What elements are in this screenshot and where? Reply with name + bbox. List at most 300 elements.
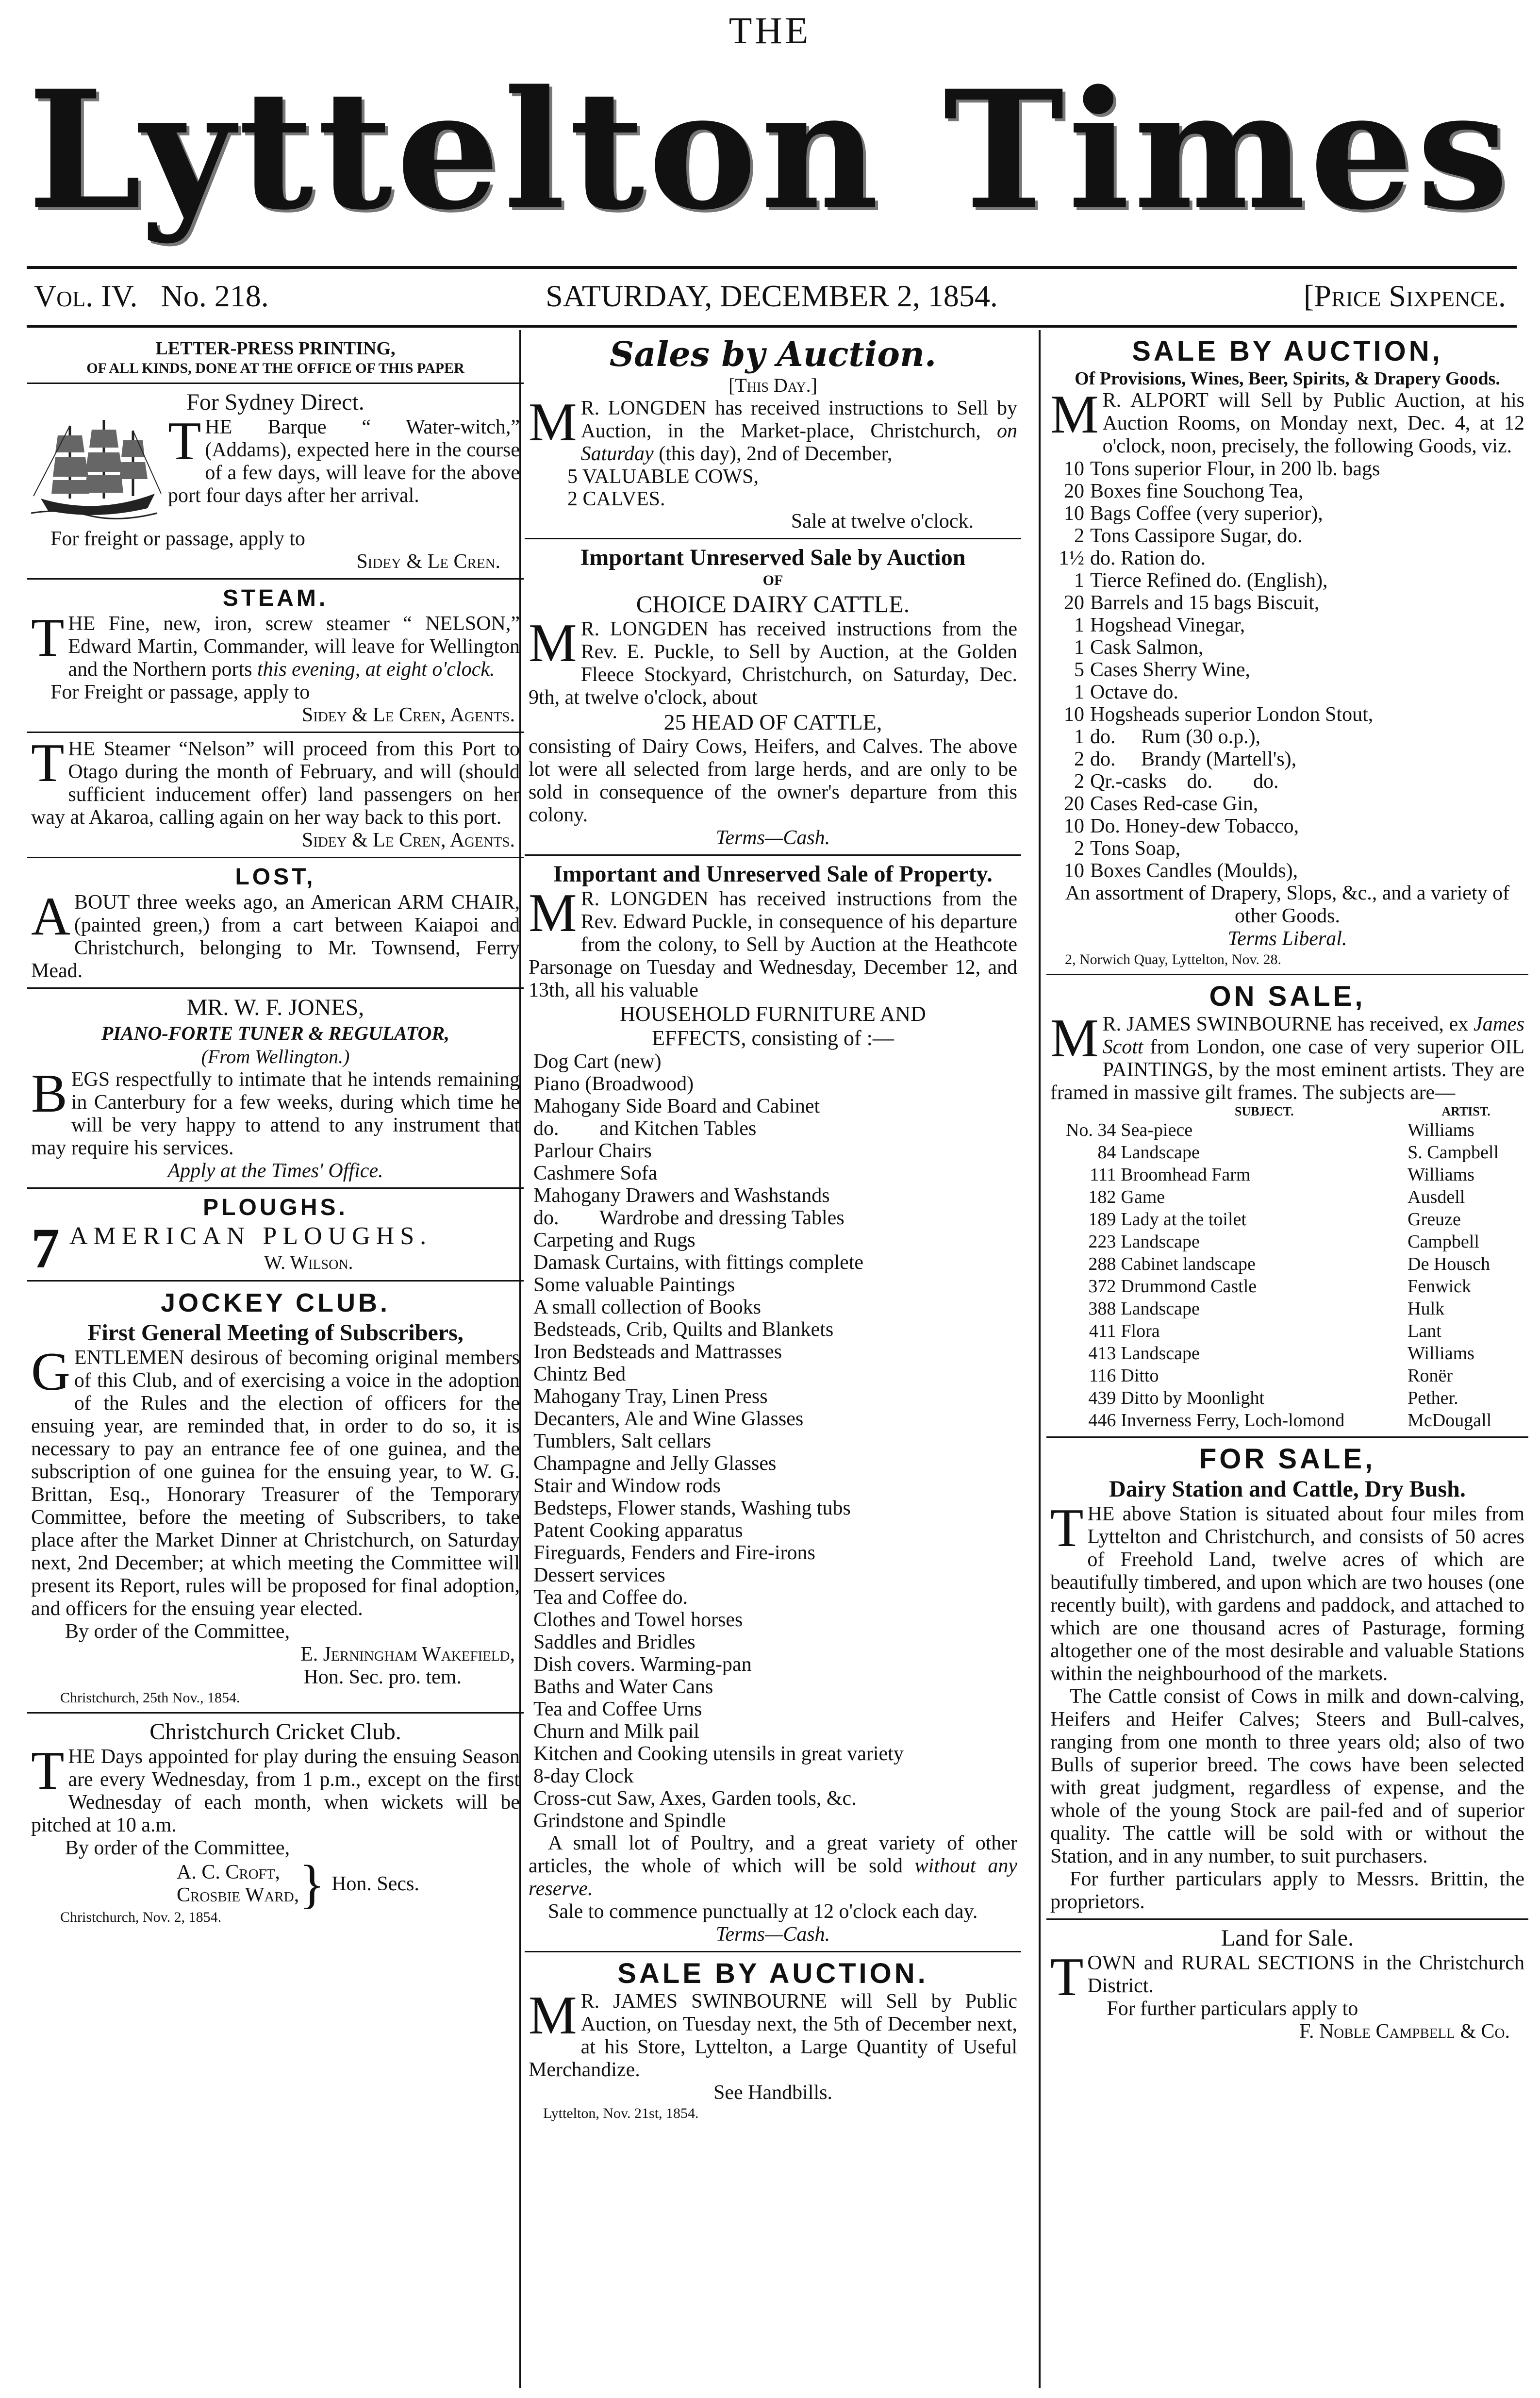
- list-item: [1050, 726, 1524, 748]
- painting-subject: Lady at the toilet: [1121, 1209, 1246, 1230]
- painting-artist: De Housch: [1408, 1254, 1490, 1274]
- alport-body: R. ALPORT will Sell by Public Auction, at his Auction Rooms, on Monday next, Dec. 4, at 12 o'clock, noon, precisely, the following Goods, viz.: [1102, 389, 1524, 457]
- list-item: Some valuable Paintings: [533, 1274, 735, 1296]
- jones-from: (From Wellington.): [201, 1046, 350, 1067]
- dairy-heading: Important Unreserved Sale by Auction: [580, 545, 966, 570]
- item-description: do. Ration do.: [1090, 547, 1206, 569]
- jones-apply: Apply at the Times' Office.: [167, 1160, 383, 1182]
- steam-advert: [24, 584, 527, 727]
- list-item: Baths and Water Cans: [533, 1676, 713, 1698]
- volume: Vol. IV.: [34, 279, 138, 313]
- this-day: [This Day.]: [729, 374, 817, 396]
- list-item: [1050, 547, 1524, 569]
- list-item: [1050, 703, 1524, 726]
- divider: [27, 1712, 524, 1714]
- dairy-lot: 25 HEAD OF CATTLE,: [663, 710, 882, 734]
- column-1: [24, 335, 527, 2388]
- onsale-advert: [1043, 980, 1531, 1432]
- column-2: [522, 335, 1024, 2388]
- divider: [1046, 974, 1528, 975]
- list-item: 5 VALUABLE COWS,: [567, 466, 759, 488]
- ploughs-text: AMERICAN PLOUGHS.: [69, 1222, 432, 1250]
- divider: [27, 857, 524, 858]
- painting-subject: Flora: [1121, 1321, 1160, 1341]
- onsale-ship: James Scott: [1102, 1013, 1525, 1058]
- table-row: [1050, 1298, 1524, 1320]
- list-item: Dessert services: [533, 1564, 665, 1586]
- painting-artist: Lant: [1408, 1321, 1441, 1341]
- table-row: [1050, 1208, 1524, 1231]
- drop-cap: T: [31, 733, 65, 793]
- property-poultry: A small lot of Poultry, and a great variety of other articles, the whole of which will be sold: [529, 1832, 1017, 1877]
- dairy-body: R. LONGDEN has received instructions from the Rev. E. Puckle, to Sell by Auction, at the Golden Fleece Stockyard, Christchurch, on Saturday, Dec. 9th, at twelve o'clock, about: [529, 618, 1017, 709]
- list-item: Piano (Broadwood): [533, 1073, 694, 1095]
- alport-goods-list: [1050, 458, 1524, 882]
- volume-number: [34, 277, 269, 316]
- list-item: Kitchen and Cooking utensils in great variety: [533, 1743, 904, 1765]
- drop-cap: M: [529, 613, 577, 673]
- divider: [27, 578, 524, 580]
- alport-date: 2, Norwich Quay, Lyttelton, Nov. 28.: [1065, 951, 1282, 967]
- drop-cap: T: [31, 608, 65, 668]
- nelson-advert: [24, 733, 527, 852]
- table-row: [1050, 1387, 1524, 1409]
- steam-signature: Sidey & Le Cren, Agents.: [301, 704, 515, 726]
- divider: [525, 1951, 1021, 1952]
- swinbourne-see: See Handbills.: [713, 2082, 832, 2104]
- list-item: Bedsteads, Crib, Quilts and Blankets: [533, 1318, 834, 1341]
- list-item: Mahogany Drawers and Washstands: [533, 1184, 830, 1207]
- furniture-list: [529, 1050, 1017, 1832]
- masthead-title: Lyttelton Times: [27, 55, 1513, 246]
- painting-artist: S. Campbell: [1408, 1142, 1499, 1163]
- item-quantity: 1: [1074, 614, 1084, 636]
- price: [Price Sixpence.: [1304, 279, 1506, 313]
- forsale-heading: FOR SALE,: [1199, 1443, 1376, 1475]
- list-item: [1050, 614, 1524, 636]
- painting-number: 439: [1088, 1388, 1116, 1408]
- onsale-body: R. JAMES SWINBOURNE has received, ex: [1102, 1013, 1469, 1035]
- cricket-date: Christchurch, Nov. 2, 1854.: [60, 1909, 222, 1925]
- list-item: Saddles and Bridles: [533, 1631, 695, 1653]
- ploughs-heading: PLOUGHS.: [203, 1195, 348, 1220]
- list-item: Cross-cut Saw, Axes, Garden tools, &c.: [533, 1787, 857, 1810]
- list-item: Parlour Chairs: [533, 1140, 652, 1162]
- painting-artist: Pether.: [1408, 1388, 1458, 1408]
- drop-cap: M: [1050, 384, 1099, 445]
- swinbourne-auction: [522, 1957, 1024, 2123]
- drop-cap: B: [31, 1064, 67, 1124]
- alport-assortment: An assortment of Drapery, Slops, &c., and a variety of other Goods.: [1065, 882, 1510, 927]
- item-quantity: 1: [1074, 681, 1084, 703]
- table-row: [1050, 1253, 1524, 1275]
- list-item: Carpeting and Rugs: [533, 1229, 695, 1251]
- item-description: Tons superior Flour, in 200 lb. bags: [1090, 458, 1380, 480]
- list-item: A small collection of Books: [533, 1296, 761, 1318]
- drop-cap: T: [1050, 1947, 1084, 2007]
- painting-artist: Williams: [1408, 1165, 1474, 1185]
- issue-date: SATURDAY, DECEMBER 2, 1854.: [546, 279, 998, 313]
- item-quantity: 1½: [1059, 547, 1084, 569]
- land-body: OWN and RURAL SECTIONS in the Christchurch District.: [1087, 1952, 1524, 1997]
- list-item: Champagne and Jelly Glasses: [533, 1452, 777, 1475]
- table-row: [1050, 1141, 1524, 1164]
- forsale-subheading: Dairy Station and Cattle, Dry Bush.: [1109, 1476, 1466, 1502]
- sales-heading: Sales by Auction.: [609, 335, 937, 374]
- dairy-terms: Terms—Cash.: [715, 827, 830, 849]
- divider: [27, 732, 524, 733]
- list-item: Dish covers. Warming-pan: [533, 1653, 752, 1676]
- item-quantity: 10: [1064, 458, 1084, 480]
- steam-heading: STEAM.: [222, 585, 329, 611]
- jockey-title: Hon. Sec. pro. tem.: [303, 1666, 462, 1688]
- dairy-advert: [522, 544, 1024, 849]
- ploughs-advert: [24, 1194, 527, 1275]
- cows-day: on Saturday: [580, 420, 1018, 465]
- jones-name: MR. W. F. JONES,: [186, 995, 364, 1020]
- list-item: [1050, 502, 1524, 525]
- cricket-order: By order of the Committee,: [65, 1837, 290, 1859]
- alport-advert: [1043, 335, 1531, 969]
- property-terms: Terms—Cash.: [715, 1923, 830, 1946]
- steam-apply: For Freight or passage, apply to: [50, 681, 310, 703]
- painting-subject: Sea-piece: [1121, 1120, 1193, 1140]
- list-item: do. and Kitchen Tables: [533, 1117, 757, 1140]
- item-quantity: 20: [1064, 480, 1084, 502]
- list-item: [1050, 480, 1524, 502]
- ploughs-signature: W. Wilson.: [264, 1251, 353, 1273]
- divider: [27, 383, 524, 384]
- cows-body: R. LONGDEN has received instructions to Sell by Auction, in the Market-place, Christchurch,: [580, 397, 1017, 442]
- list-item: [1050, 569, 1524, 592]
- painting-artist: Greuze: [1408, 1209, 1461, 1230]
- table-row: [1050, 1119, 1524, 1141]
- forsale-advert: [1043, 1443, 1531, 1914]
- printing-notice: [24, 338, 527, 378]
- alport-subheading: Of Provisions, Wines, Beer, Spirits, & Drapery Goods.: [1075, 368, 1500, 389]
- painting-subject: Landscape: [1121, 1142, 1200, 1163]
- item-description: do. Brandy (Martell's),: [1090, 748, 1297, 770]
- list-item: Mahogany Tray, Linen Press: [533, 1385, 768, 1408]
- column-rule-2: [1039, 330, 1041, 2388]
- table-row: [1050, 1164, 1524, 1186]
- item-quantity: 2: [1074, 837, 1084, 860]
- onsale-body-2: from London, one case of very superior OIL PAINTINGS, by the most eminent artists. They are framed in massive gilt frames. The subjects are—: [1050, 1036, 1524, 1104]
- dairy-of: OF: [762, 572, 783, 588]
- sydney-advert: [24, 389, 527, 573]
- land-signature: F. Noble Campbell & Co.: [1299, 2020, 1510, 2043]
- cows-time: Sale at twelve o'clock.: [791, 510, 974, 533]
- list-item: [1050, 592, 1524, 614]
- cricket-sig-ward: Crosbie Ward,: [177, 1884, 299, 1906]
- item-description: Tierce Refined do. (English),: [1090, 569, 1328, 592]
- list-item: [1050, 659, 1524, 681]
- issue-number: No. 218.: [161, 279, 269, 313]
- table-row: [1050, 1231, 1524, 1253]
- cricket-hon-secs: Hon. Secs.: [331, 1872, 419, 1895]
- painting-artist: McDougall: [1408, 1410, 1492, 1431]
- drop-cap: M: [529, 883, 577, 943]
- list-item: Chintz Bed: [533, 1363, 626, 1385]
- drop-cap: M: [529, 392, 577, 452]
- sydney-apply: For freight or passage, apply to: [50, 528, 305, 550]
- item-description: Boxes Candles (Moulds),: [1090, 860, 1298, 882]
- item-description: Barrels and 15 bags Biscuit,: [1090, 592, 1320, 614]
- divider: [525, 854, 1021, 856]
- list-item: Cashmere Sofa: [533, 1162, 658, 1184]
- painting-subject: Broomhead Farm: [1121, 1165, 1251, 1185]
- list-item: [1050, 770, 1524, 793]
- list-item: Bedsteps, Flower stands, Washing tubs: [533, 1497, 851, 1519]
- table-row: [1050, 1409, 1524, 1432]
- painting-subject: Landscape: [1121, 1232, 1200, 1252]
- list-item: [1050, 636, 1524, 659]
- painting-number: 446: [1088, 1410, 1116, 1431]
- item-quantity: 2: [1074, 748, 1084, 770]
- ploughs-count: 7: [31, 1222, 60, 1275]
- drop-cap: M: [529, 1985, 577, 2046]
- item-description: Do. Honey-dew Tobacco,: [1090, 815, 1299, 837]
- lost-advert: [24, 863, 527, 983]
- sydney-heading: For Sydney Direct.: [186, 389, 364, 415]
- printing-subheading: OF ALL KINDS, DONE AT THE OFFICE OF THIS PAPER: [86, 360, 464, 376]
- jockey-body: ENTLEMEN desirous of becoming original members of this Club, and of exercising a voice in the adoption of the Rules and the election of officers for the ensuing year, are reminded that, in order to do so, it is necessary to pay an entrance fee of one guinea, and the subscription of one guinea for the ensuing year, to W. G. Brittan, Esq., Honorary Treasurer of the Temporary Committee, before the meeting of Subscribers, to take place after the Market Dinner at Christchurch, on Saturday next, 2nd December; at which meeting the Committee will present its Report, rules will be proposed for final adoption, and officers for the ensuing year elected.: [31, 1347, 520, 1620]
- item-quantity: 10: [1064, 815, 1084, 837]
- table-row: [1050, 1186, 1524, 1208]
- item-quantity: 10: [1064, 860, 1084, 882]
- item-description: Cases Sherry Wine,: [1090, 659, 1250, 681]
- list-item: 2 CALVES.: [567, 488, 665, 510]
- painting-subject: Ditto: [1121, 1366, 1159, 1386]
- list-item: Tea and Coffee Urns: [533, 1698, 702, 1720]
- onsale-heading: ON SALE,: [1209, 981, 1366, 1012]
- item-description: Qr.-casks do. do.: [1090, 770, 1279, 793]
- item-description: Hogshead Vinegar,: [1090, 614, 1245, 636]
- dairy-body-2: consisting of Dairy Cows, Heifers, and Calves. The above lot were all selected from large herds, and are only to be sold in consequence of the owner's departure from this colony.: [529, 735, 1017, 826]
- paintings-table: [1050, 1104, 1524, 1432]
- drop-cap: T: [31, 1741, 65, 1801]
- painting-artist: Hulk: [1408, 1299, 1445, 1319]
- item-quantity: 10: [1064, 502, 1084, 525]
- item-quantity: 1: [1074, 569, 1084, 592]
- table-row: [1050, 1365, 1524, 1387]
- painting-artist: Williams: [1408, 1120, 1474, 1140]
- jockey-date: Christchurch, 25th Nov., 1854.: [60, 1690, 240, 1706]
- table-row: [1050, 1320, 1524, 1342]
- painting-artist: Ronër: [1408, 1366, 1453, 1386]
- forsale-body: HE above Station is situated about four miles from Lyttelton and Christchurch, and consists of 50 acres of Freehold Land, twelve acres of which are beautifully timbered, and upon which are two houses (one recently built), with gardens and paddock, and attached to which are one thousand acres of Pasturage, forming altogether one of the most desirable and valuable Stations within the neighbourhood of the markets.: [1050, 1503, 1524, 1685]
- painting-subject: Cabinet landscape: [1121, 1254, 1256, 1274]
- lost-heading: LOST,: [235, 864, 316, 890]
- list-item: [1050, 793, 1524, 815]
- jockey-subheading: First General Meeting of Subscribers,: [87, 1320, 464, 1346]
- nelson-body: HE Steamer “Nelson” will proceed from this Port to Otago during the month of February, and will (should sufficient inducement offer) land passengers on her way at Akaroa, calling again on her way back to this port.: [31, 738, 520, 829]
- cricket-advert: [24, 1718, 527, 1927]
- painting-number: 111: [1090, 1165, 1116, 1185]
- list-item: 8-day Clock: [533, 1765, 634, 1787]
- item-description: Cases Red-case Gin,: [1090, 793, 1258, 815]
- property-advert: [522, 861, 1024, 1946]
- cows-advert: [522, 335, 1024, 533]
- painting-subject: Landscape: [1121, 1299, 1200, 1319]
- jones-advert: [24, 994, 527, 1182]
- item-description: Tons Cassipore Sugar, do.: [1090, 525, 1303, 547]
- list-item: Churn and Milk pail: [533, 1720, 699, 1743]
- drop-cap: T: [1050, 1498, 1084, 1558]
- painting-artist: Campbell: [1408, 1232, 1479, 1252]
- table-row: [1050, 1275, 1524, 1298]
- nelson-signature: Sidey & Le Cren, Agents.: [301, 829, 515, 851]
- item-quantity: 20: [1064, 592, 1084, 614]
- swinbourne-date: Lyttelton, Nov. 21st, 1854.: [543, 2105, 699, 2121]
- drop-cap: M: [1050, 1008, 1099, 1068]
- lost-body: BOUT three weeks ago, an American ARM CHAIR, (painted green,) from a cart between Kaiapoi and Christchurch, belonging to Mr. Townsend, Ferry Mead.: [31, 891, 520, 982]
- paintings-body: [1050, 1119, 1524, 1432]
- painting-number: 288: [1088, 1254, 1116, 1274]
- drop-cap: A: [31, 886, 70, 947]
- property-time: Sale to commence punctually at 12 o'clock each day.: [548, 1900, 978, 1923]
- item-description: Bags Coffee (very superior),: [1090, 502, 1323, 525]
- jockey-signature: E. Jerningham Wakefield,: [300, 1643, 515, 1665]
- list-item: Stair and Window rods: [533, 1475, 721, 1497]
- painting-subject: Game: [1121, 1187, 1165, 1207]
- forsale-body-2: The Cattle consist of Cows in milk and down-calving, Heifers and Heifer Calves; Steers and Bull-calves, ranging from one month to three years old; also of two Bulls of superior breed. The cows have been selected with great judgment, regardless of expense, and the whole of the young Stock are pail-fed and of superior quality. The cattle will be sold with or without the Station, and in any number, to suit purchasers.: [1050, 1685, 1524, 1867]
- list-item: Iron Bedsteads and Mattrasses: [533, 1341, 782, 1363]
- property-heading: Important and Unreserved Sale of Property.: [553, 861, 993, 887]
- folio-rule: [27, 325, 1517, 328]
- painting-number: 223: [1088, 1232, 1116, 1252]
- list-item: [1050, 681, 1524, 703]
- artist-header: ARTIST.: [1441, 1104, 1490, 1118]
- printing-heading: LETTER-PRESS PRINTING,: [155, 338, 396, 359]
- property-reserve: without any reserve.: [529, 1855, 1017, 1900]
- cows-date: (this day), 2nd of December,: [659, 443, 893, 465]
- list-item: Clothes and Towel horses: [533, 1609, 743, 1631]
- item-quantity: 20: [1064, 793, 1084, 815]
- painting-number: 413: [1088, 1343, 1116, 1364]
- item-description: Boxes fine Souchong Tea,: [1090, 480, 1304, 502]
- item-quantity: 1: [1074, 636, 1084, 659]
- jockey-advert: [24, 1286, 527, 1707]
- item-quantity: 10: [1064, 703, 1084, 726]
- list-item: do. Wardrobe and dressing Tables: [533, 1207, 845, 1229]
- steam-departure: this evening, at eight o'clock.: [257, 658, 495, 681]
- item-quantity: 2: [1074, 770, 1084, 793]
- painting-number: 189: [1088, 1209, 1116, 1230]
- divider: [27, 1187, 524, 1189]
- property-body: R. LONGDEN has received instructions from the Rev. Edward Puckle, in consequence of his departure from the colony, to Sell by Auction at the Heathcote Parsonage on Tuesday and Wednesday, December 12, and 13th, all his valuable: [529, 888, 1017, 1001]
- painting-number: 116: [1089, 1366, 1116, 1386]
- painting-number: 372: [1088, 1276, 1116, 1297]
- item-description: Tons Soap,: [1090, 837, 1181, 860]
- property-effects: HOUSEHOLD FURNITURE AND: [620, 1002, 926, 1026]
- jockey-heading: JOCKEY CLUB.: [160, 1288, 391, 1317]
- divider: [27, 1280, 524, 1282]
- drop-cap: T: [168, 411, 201, 471]
- painting-number: 84: [1097, 1142, 1116, 1163]
- property-effects-2: EFFECTS, consisting of :—: [652, 1026, 894, 1050]
- painting-number: 182: [1088, 1187, 1116, 1207]
- divider: [27, 987, 524, 989]
- alport-heading: SALE BY AUCTION,: [1132, 335, 1443, 367]
- list-item: Decanters, Ale and Wine Glasses: [533, 1408, 804, 1430]
- item-quantity: 2: [1074, 525, 1084, 547]
- swinbourne-heading: SALE BY AUCTION.: [617, 1958, 928, 1989]
- list-item: [1050, 860, 1524, 882]
- list-item: Dog Cart (new): [533, 1050, 662, 1073]
- swinbourne-body: R. JAMES SWINBOURNE will Sell by Public Auction, on Tuesday next, the 5th of December next, at his Store, Lyttelton, a Large Quantity of Useful Merchandize.: [529, 1990, 1017, 2081]
- list-item: [1050, 748, 1524, 770]
- masthead-rule: [27, 266, 1517, 269]
- painting-number: No. 34: [1065, 1120, 1116, 1140]
- subject-header: SUBJECT.: [1234, 1104, 1294, 1118]
- land-heading: Land for Sale.: [1221, 1925, 1354, 1951]
- cows-list: [529, 466, 1017, 510]
- painting-artist: Williams: [1408, 1343, 1474, 1364]
- list-item: [1050, 458, 1524, 480]
- item-description: Hogsheads superior London Stout,: [1090, 703, 1374, 726]
- jones-body: EGS respectfully to intimate that he intends remaining in Canterbury for a few weeks, during which time he will be very happy to attend to any instrument that may require his services.: [31, 1068, 520, 1159]
- list-item: [1050, 525, 1524, 547]
- brace: }: [299, 1854, 325, 1914]
- painting-subject: Drummond Castle: [1121, 1276, 1257, 1297]
- painting-number: 388: [1088, 1299, 1116, 1319]
- list-item: Patent Cooking apparatus: [533, 1519, 743, 1542]
- list-item: Fireguards, Fenders and Fire-irons: [533, 1542, 815, 1564]
- land-advert: [1043, 1925, 1531, 2043]
- list-item: Mahogany Side Board and Cabinet: [533, 1095, 820, 1117]
- land-apply: For further particulars apply to: [1107, 1998, 1358, 2020]
- item-quantity: 5: [1074, 659, 1084, 681]
- steam-body: HE Fine, new, iron, screw steamer “ NELSON,” Edward Martin, Commander, will leave for Wellington and the Northern ports: [68, 613, 520, 681]
- list-item: Tea and Coffee do.: [533, 1586, 688, 1609]
- item-description: do. Rum (30 o.p.),: [1090, 726, 1261, 748]
- column-3: [1043, 335, 1531, 2388]
- painting-subject: Inverness Ferry, Loch-lomond: [1121, 1410, 1345, 1431]
- list-item: Damask Curtains, with fittings complete: [533, 1251, 864, 1274]
- painting-number: 411: [1089, 1321, 1116, 1341]
- sydney-body: HE Barque “ Water-witch,” (Addams), expected here in the course of a few days, will leave for the above port four days after her arrival.: [168, 416, 520, 507]
- divider: [1046, 1436, 1528, 1438]
- sydney-signature: Sidey & Le Cren.: [356, 550, 500, 573]
- painting-subject: Landscape: [1121, 1343, 1200, 1364]
- painting-artist: Fenwick: [1408, 1276, 1471, 1297]
- cricket-heading: Christchurch Cricket Club.: [149, 1719, 401, 1745]
- cricket-sig-croft: A. C. Croft,: [177, 1861, 280, 1883]
- masthead-the: THE: [729, 9, 811, 51]
- painting-artist: Ausdell: [1408, 1187, 1465, 1207]
- painting-subject: Ditto by Moonlight: [1121, 1388, 1264, 1408]
- alport-terms: Terms Liberal.: [1227, 928, 1347, 950]
- item-description: Octave do.: [1090, 681, 1178, 703]
- divider: [525, 538, 1021, 539]
- dairy-subheading: CHOICE DAIRY CATTLE.: [636, 590, 910, 617]
- cricket-body: HE Days appointed for play during the ensuing Season are every Wednesday, from 1 p.m., except on the first Wednesday of each month, when wickets will be pitched at 10 a.m.: [31, 1746, 520, 1836]
- list-item: Grindstone and Spindle: [533, 1810, 726, 1832]
- table-row: [1050, 1342, 1524, 1365]
- drop-cap: G: [31, 1342, 70, 1402]
- item-quantity: 1: [1074, 726, 1084, 748]
- ship-icon: [31, 416, 162, 528]
- list-item: Tumblers, Salt cellars: [533, 1430, 711, 1452]
- jones-trade: PIANO-FORTE TUNER & REGULATOR,: [101, 1022, 450, 1044]
- item-description: Cask Salmon,: [1090, 636, 1204, 659]
- divider: [1046, 1918, 1528, 1920]
- jockey-order: By order of the Committee,: [65, 1620, 290, 1643]
- forsale-apply: For further particulars apply to Messrs. Brittin, the proprietors.: [1050, 1868, 1524, 1913]
- list-item: [1050, 815, 1524, 837]
- list-item: [1050, 837, 1524, 860]
